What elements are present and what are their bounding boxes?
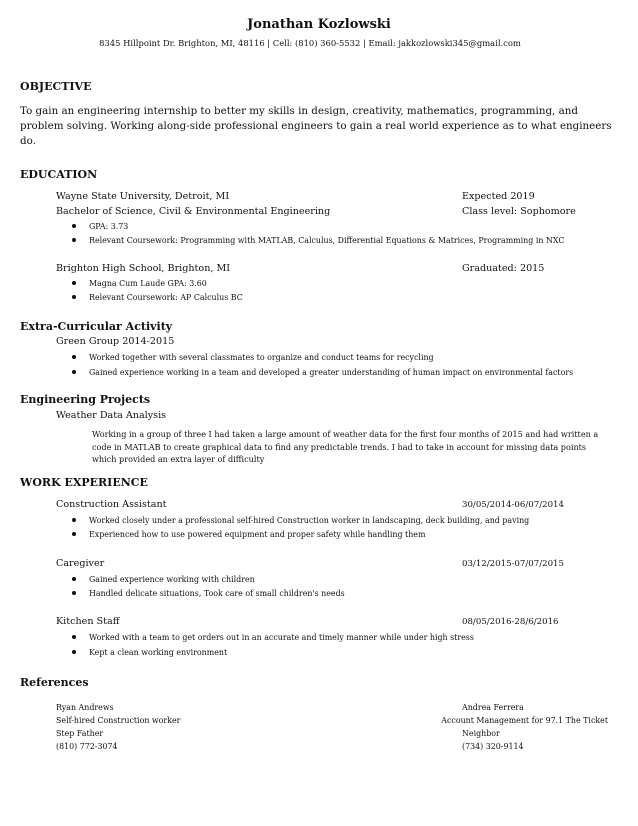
school-date: Expected 2019	[462, 191, 535, 202]
list-item: Relevant Coursework: Programming with MATLAB, Calculus, Differential Equations & Matrices, Programming in NXC	[72, 236, 564, 245]
reference-name: Andrea Ferrera	[462, 703, 524, 712]
job-title: Kitchen Staff	[56, 616, 120, 627]
list-item: Handled delicate situations, Took care of small children's needs	[72, 589, 345, 598]
objective-heading: OBJECTIVE	[20, 80, 92, 93]
bullet-icon	[72, 635, 76, 639]
list-item: Worked with a team to get orders out in an accurate and timely manner while under high stress	[72, 633, 474, 642]
work-heading: WORK EXPERIENCE	[20, 476, 148, 489]
school-name: Wayne State University, Detroit, MI	[56, 191, 230, 202]
job-dates: 08/05/2016-28/6/2016	[462, 617, 559, 627]
job-dates: 30/05/2014-06/07/2014	[462, 500, 564, 510]
references-heading: References	[20, 676, 89, 689]
extracurricular-heading: Extra-Curricular Activity	[20, 320, 173, 333]
job-title: Caregiver	[56, 558, 105, 569]
bullet-icon	[72, 650, 76, 654]
list-item: Gained experience working with children	[72, 575, 255, 584]
bullet-icon	[72, 518, 76, 522]
bullet-icon	[72, 281, 76, 285]
bullet-icon	[72, 591, 76, 595]
list-item: Experienced how to use powered equipment and proper safety while handling them	[72, 530, 425, 539]
bullet-icon	[72, 370, 76, 374]
objective-text: To gain an engineering internship to better my skills in design, creativity, mathematics, programming, and problem solving. Working along-side professional engineers to gain a real world experience as to what engineers do.	[20, 105, 612, 147]
reference-role: Self-hired Construction worker	[56, 716, 181, 725]
school-date: Graduated: 2015	[462, 263, 545, 274]
list-item: Worked together with several classmates to organize and conduct teams for recycling	[72, 353, 434, 362]
education-heading: EDUCATION	[20, 168, 98, 181]
list-item: Gained experience working in a team and developed a greater understanding of human impact on environmental factors	[72, 368, 573, 377]
bullet-icon	[72, 224, 76, 228]
school-name: Brighton High School, Brighton, MI	[56, 263, 231, 274]
reference-phone: (810) 772-3074	[56, 742, 118, 751]
bullet-icon	[72, 577, 76, 581]
project-description: Working in a group of three I had taken a large amount of weather data for the first four months of 2015 and had written a code in MATLAB to create graphical data to find any predictable trends. I had to take in account for missing data points which provided an extra layer of difficulty	[92, 429, 599, 464]
reference-phone: (734) 320-9114	[462, 742, 524, 751]
list-item: Kept a clean working environment	[72, 648, 227, 657]
bullet-icon	[72, 295, 76, 299]
group-name: Green Group 2014-2015	[56, 336, 175, 347]
project-title: Weather Data Analysis	[56, 410, 167, 421]
projects-heading: Engineering Projects	[20, 393, 151, 406]
reference-relation: Neighbor	[462, 729, 500, 738]
degree: Bachelor of Science, Civil & Environmental Engineering	[56, 206, 331, 217]
job-dates: 03/12/2015-07/07/2015	[462, 559, 564, 569]
reference-relation: Step Father	[56, 729, 104, 738]
reference-role: Account Management for 97.1 The Ticket	[441, 716, 608, 725]
list-item: Worked closely under a professional self-hired Construction worker in landscaping, deck building, and paving	[72, 516, 529, 525]
list-item: GPA: 3.73	[72, 222, 128, 231]
list-item: Relevant Coursework: AP Calculus BC	[72, 293, 243, 302]
class-level: Class level: Sophomore	[462, 206, 576, 217]
bullet-icon	[72, 238, 76, 242]
bullet-icon	[72, 355, 76, 359]
bullet-icon	[72, 532, 76, 536]
contact-line: 8345 Hillpoint Dr. Brighton, MI, 48116 | Cell: (810) 360-5532 | Email: jakkozlowski345@gmail.com	[99, 38, 521, 48]
resume-name: Jonathan Kozlowski	[247, 17, 391, 32]
reference-name: Ryan Andrews	[56, 703, 114, 712]
job-title: Construction Assistant	[56, 499, 167, 510]
list-item: Magna Cum Laude GPA: 3.60	[72, 279, 207, 288]
